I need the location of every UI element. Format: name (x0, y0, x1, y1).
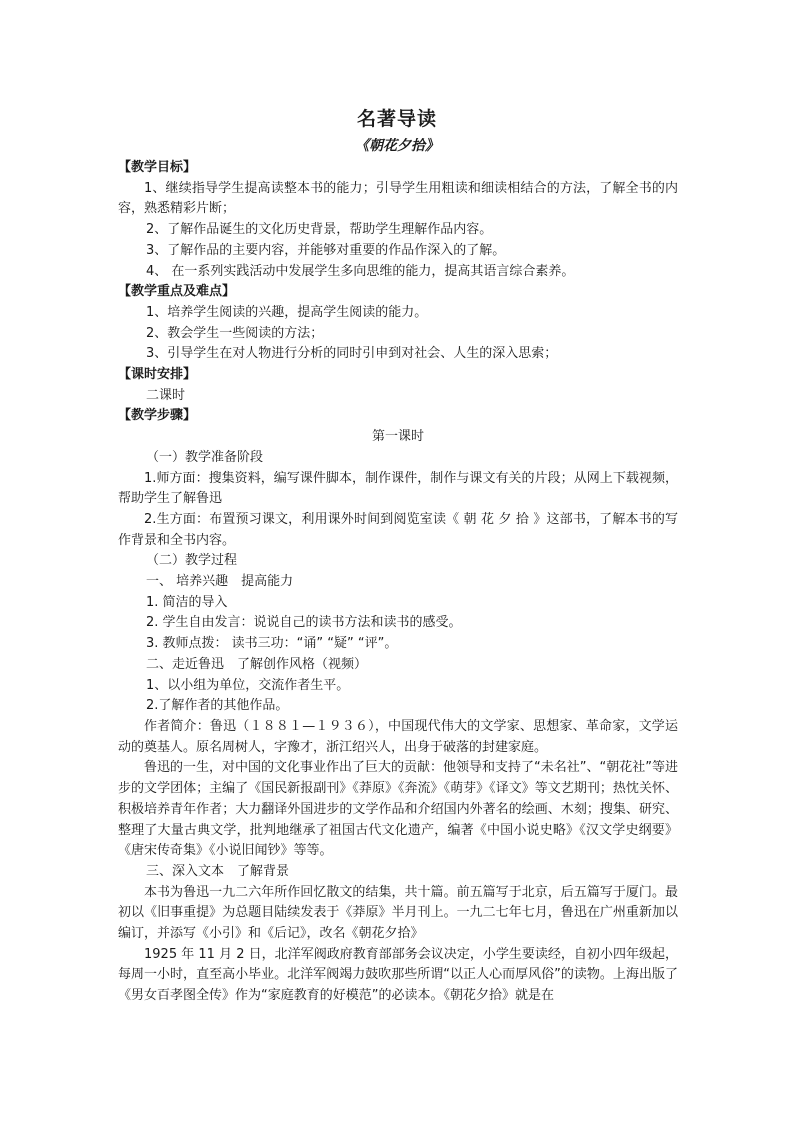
section-heading: 【课时安排】 (118, 367, 197, 383)
paragraph: 第一课时 (371, 429, 424, 445)
paragraph: （二）教学过程 (146, 553, 238, 569)
document-title: 名著导读 (356, 108, 437, 130)
paragraph: 3、引导学生在对人物进行分析的同时引申到对社会、人生的深入思索； (146, 346, 558, 362)
paragraph: 三、深入文本 了解背景 (146, 863, 290, 879)
paragraph: 本书为鲁迅一九二六年所作回忆散文的结集，共十篇。前五篇写于北京，后五篇写于厦门。最初以《旧事重提》为总题目陆续发表于《莽原》半月刊上。一九二七年七月，鲁迅在广州重新加以编订，并添写《小引》和《后记》，改名《朝花夕拾》 (118, 884, 678, 942)
paragraph: 1. 简洁的导入 (146, 594, 228, 610)
paragraph: 1925 年 11 月 2 日，北洋军阀政府教育部部务会议决定，小学生要读经，自初小四年级起，每周一小时，直至高小毕业。北洋军阀竭力鼓吹那些所谓“以正人心而厚风俗”的读物。上海出版了《男女百孝图全传》作为“家庭教育的好模范”的必读本。《朝花夕拾》就是在 (118, 946, 678, 1004)
paragraph: 1、以小组为单位，交流作者生平。 (146, 677, 350, 693)
paragraph: 作者简介：鲁迅（１８８１—１９３６），中国现代伟大的文学家、思想家、革命家，文学运动的奠基人。原名周树人，字豫才，浙江绍兴人，出身于破落的封建家庭。 (118, 718, 678, 755)
paragraph: 2、教会学生一些阅读的方法； (146, 325, 324, 341)
paragraph: （一）教学准备阶段 (146, 449, 264, 465)
paragraph: 3、了解作品的主要内容，并能够对重要的作品作深入的了解。 (146, 242, 506, 258)
paragraph: 2. 学生自由发言：说说自己的读书方法和读书的感受。 (146, 615, 462, 631)
paragraph: 一、 培养兴趣 提高能力 (146, 574, 294, 590)
paragraph: 2.了解作者的其他作品。 (146, 698, 289, 714)
section-heading: 【教学步骤】 (118, 408, 197, 424)
document-body (118, 158, 678, 1007)
book-title: 《朝花夕拾》 (355, 138, 439, 154)
paragraph: 4、 在一系列实践活动中发展学生多向思维的能力，提高其语言综合素养。 (146, 263, 575, 279)
paragraph: 2、了解作品诞生的文化历史背景，帮助学生理解作品内容。 (146, 222, 493, 238)
paragraph: 1、培养学生阅读的兴趣，提高学生阅读的能力。 (146, 304, 428, 320)
paragraph: 3. 教师点拨： 读书三功：“诵” “疑” “评”。 (146, 636, 398, 652)
paragraph: 二、走近鲁迅 了解创作风格（视频） (146, 656, 368, 672)
paragraph: 二课时 (146, 387, 186, 403)
section-heading: 【教学目标】 (118, 160, 197, 175)
paragraph: 1、继续指导学生提高读整本书的能力；引导学生用粗读和细读相结合的方法，了解全书的内容，熟悉精彩片断； (118, 180, 678, 217)
paragraph: 1.师方面：搜集资料，编写课件脚本，制作课件，制作与课文有关的片段；从网上下载视频，帮助学生了解鲁迅 (118, 470, 678, 507)
paragraph: 2.生方面：布置预习课文，利用课外时间到阅览室读《 朝 花 夕 拾 》这部书，了解本书的写作背景和全书内容。 (118, 511, 678, 548)
paragraph: 鲁迅的一生，对中国的文化事业作出了巨大的贡献：他领导和支持了“未名社”、“朝花社”等进步的文学团体；主编了《国民新报副刊》《莽原》《奔流》《萌芽》《译文》等文艺期刊；热忱关怀、积极培养青年作者；大力翻译外国进步的文学作品和介绍国内外著名的绘画、木刻；搜集、研究、整理了大量古典文学，批判地继承了祖国古代文化遗产，编著《中国小说史略》《汉文学史纲要》《唐宋传奇集》《小说旧闻钞》等等。 (118, 760, 678, 859)
section-heading: 【教学重点及难点】 (118, 284, 236, 300)
